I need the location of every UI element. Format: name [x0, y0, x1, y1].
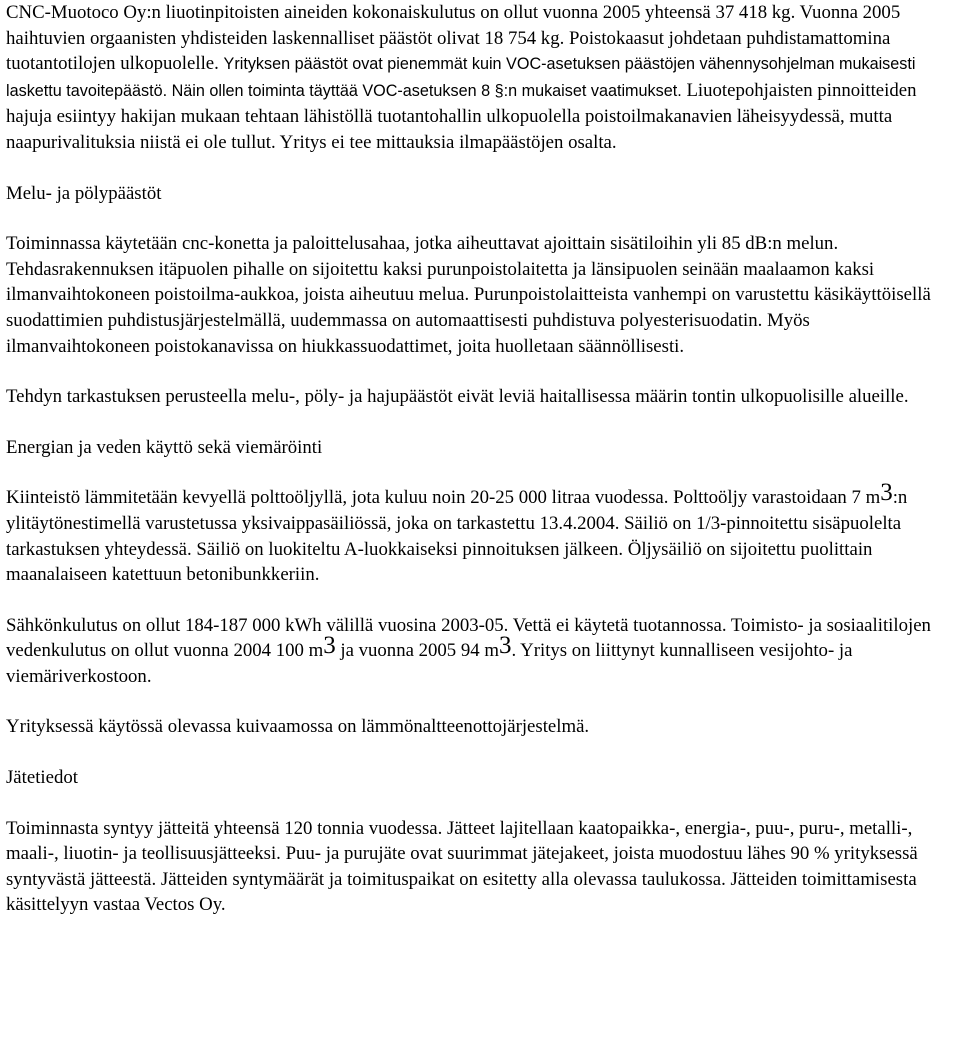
heading-melu: Melu- ja pölypäästöt	[6, 182, 162, 204]
voc-sentence-1: CNC-Muotoco Oy:n liuotinpitoisten aineiden kokonaiskulutus on ollut vuonna 2005 yhteensä 37 418 kg. Vuonna 2005 haihtuvien orgaanisten yhdisteiden laskennalliset päästöt olivat 18 754 kg. Poistokaasut johdetaan puhdistamattomina tuotantotilojen ulkopuolelle.	[6, 2, 901, 75]
voc-sentence-2: Yrityksen päästöt ovat pienemmät kuin VOC-asetuksen päästöjen vähennysohjelman mukaisesti laskettu tavoitepäästö. Näin ollen toiminta täyttää VOC-asetuksen 8 §:n mukaiset vaatimukset.	[6, 55, 916, 100]
paragraph-kuivaamo: Yrityksessä käytössä olevassa kuivaamossa on lämmönaltteenottojärjestelmä.	[6, 716, 590, 738]
lammitys-superscript: 3	[880, 479, 893, 507]
heading-jate: Jätetiedot	[6, 767, 78, 789]
document-page	[6, 0, 954, 918]
sahko-superscript-2: 3	[498, 632, 512, 660]
sahko-text-a: Sähkönkulutus on ollut 184-187 000 kWh välillä vuosina 2003-05. Vettä ei käytetä tuotannossa. Toimisto- ja sosiaalitilojen vedenkulutus on ollut vuonna 2004 100 m	[6, 614, 931, 662]
sahko-text-b: ja vuonna 2005 94 m	[335, 640, 499, 662]
paragraph-lammitys	[6, 479, 954, 587]
paragraph-jate: Toiminnasta syntyy jätteitä yhteensä 120 tonnia vuodessa. Jätteet lajitellaan kaatopaikka-, energia-, puu-, puru-, metalli-, maali-, liuotin- ja teollisuusjätteeksi. Puu- ja purujäte ovat suurimmat jätejakeet, joista muodostuu lähes 90 % yrityksessä syntyvästä jätteestä. Jätteiden syntymäärät ja toimituspaikat on esitetty alla olevassa taulukossa. Jätteiden toimittamisesta käsittelyyn vastaa Vectos Oy.	[6, 817, 918, 916]
lammitys-text-a: Kiinteistö lämmitetään kevyellä polttoöljyllä, jota kuluu noin 20-25 000 litraa vuodessa. Polttoöljy varastoidaan 7 m	[6, 487, 881, 509]
paragraph-tarkastus: Tehdyn tarkastuksen perusteella melu-, pöly- ja hajupäästöt eivät leviä haitallisessa määrin tontin ulkopuolisille alueille.	[6, 386, 909, 408]
paragraph-voc	[6, 0, 954, 156]
paragraph-sahko-vesi	[6, 613, 954, 690]
lammitys-text-b: :n ylitäytönestimellä varustetussa yksivaippasäiliössä, joka on tarkastettu 13.4.2004. Säiliö on 1/3-pinnoitettu sisäpuolelta tarkastuksen yhteydessä. Säiliö on luokiteltu A-luokkaiseksi pinnoituksen jälkeen. Öljysäiliö on sijoitettu puolittain maanalaiseen katettuun betonibunkkeriin.	[6, 487, 908, 586]
voc-sentence-3: Liuotepohjaisten pinnoitteiden hajuja esiintyy hakijan mukaan tehtaan lähistöllä tuotantohallin ulkopuolella poistoilmakanavien läheisyydessä, mutta naapurivalituksia niistä ei ole tullut. Yritys ei tee mittauksia ilmapäästöjen osalta.	[6, 79, 917, 153]
heading-energia: Energian ja veden käyttö sekä viemäröinti	[6, 436, 323, 458]
paragraph-melu: Toiminnassa käytetään cnc-konetta ja paloittelusahaa, jotka aiheuttavat ajoittain sisätiloihin yli 85 dB:n melun. Tehdasrakennuksen itäpuolen pihalle on sijoitettu kaksi purunpoistolaitetta ja länsipuolen seinään maalaamon kaksi ilmanvaihtokoneen poistoilma-aukkoa, joista aiheutuu melua. Purunpoistolaitteista vanhempi on varustettu käsikäyttöisellä suodattimien puhdistusjärjestelmällä, uudemmassa on automaattisesti puhdistuva polyesterisuodatin. Myös ilmanvaihtokoneen poistokanavissa on hiukkassuodattimet, joita huolletaan säännöllisesti.	[6, 233, 931, 357]
sahko-superscript-1: 3	[323, 632, 336, 660]
sahko-text-c: . Yritys on liittynyt kunnalliseen vesijohto- ja viemäriverkostoon.	[6, 640, 853, 687]
